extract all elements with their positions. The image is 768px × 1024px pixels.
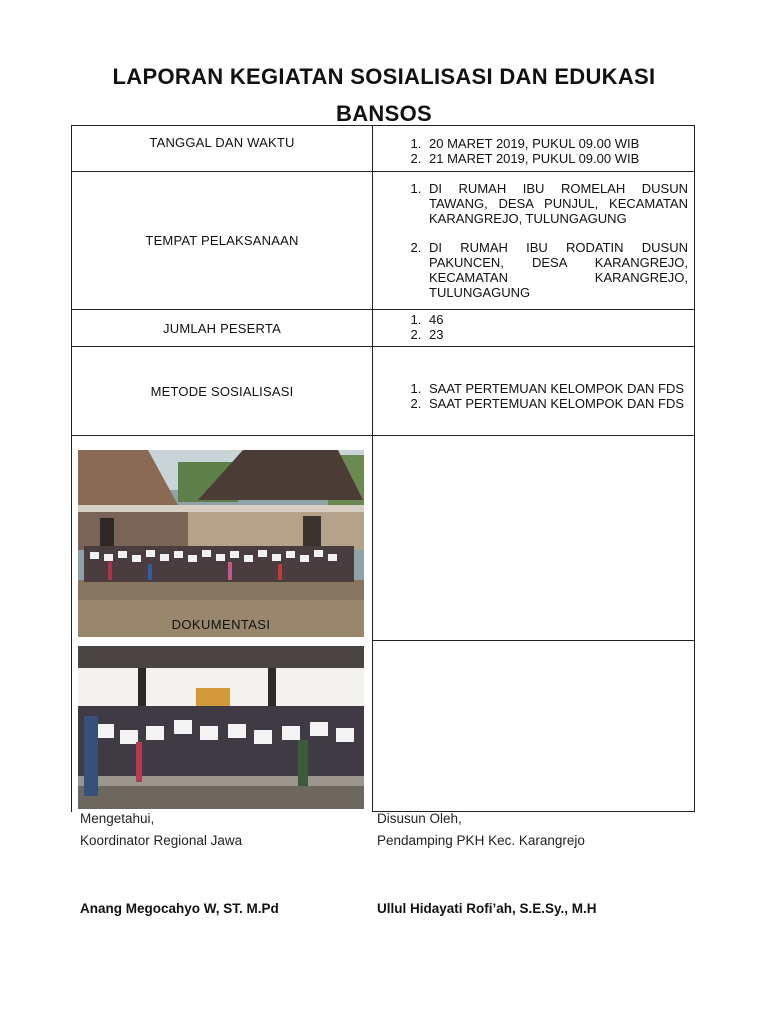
value-metode [373, 347, 695, 436]
label-metode: METODE SOSIALISASI [72, 347, 373, 436]
documentation-label: DOKUMENTASI [171, 617, 271, 632]
row-tempat [72, 172, 695, 310]
photo-2 [78, 646, 364, 809]
list-item: 1. 46 [425, 312, 688, 327]
photo-1-image [78, 450, 364, 637]
label-tempat: TEMPAT PELAKSANAAN [72, 172, 373, 310]
docs-cell [72, 436, 373, 812]
title-line-1: LAPORAN KEGIATAN SOSIALISASI DAN EDUKASI [112, 64, 656, 89]
row-jumlah [72, 310, 695, 347]
list-item: 1. SAAT PERTEMUAN KELOMPOK DAN FDS [425, 381, 688, 396]
list-item: 2. 21 MARET 2019, PUKUL 09.00 WIB [425, 151, 688, 166]
right-signature-block [377, 808, 585, 852]
label-jumlah: JUMLAH PESERTA [72, 310, 373, 347]
tempat-list [377, 181, 688, 300]
row-dokumentasi [72, 436, 695, 812]
label-tanggal: TANGGAL DAN WAKTU [72, 126, 373, 172]
left-signature-block [80, 808, 242, 852]
value-jumlah [373, 310, 695, 347]
row-metode [72, 347, 695, 436]
cell-divider [373, 640, 694, 641]
list-item: 2. DI RUMAH IBU RODATIN DUSUN PAKUNCEN, DESA KARANGREJO, KECAMATAN KARANGREJO, TULUNGAGUNG [425, 240, 688, 300]
list-item: 2. SAAT PERTEMUAN KELOMPOK DAN FDS [425, 396, 688, 411]
list-item: 1. DI RUMAH IBU ROMELAH DUSUN TAWANG, DESA PUNJUL, KECAMATAN KARANGREJO, TULUNGAGUNG [425, 181, 688, 226]
jumlah-list [377, 312, 688, 342]
right-signer-name: Ullul Hidayati Rofi’ah, S.E.Sy., M.H [377, 901, 597, 916]
list-item: 2. 23 [425, 327, 688, 342]
photo-2-image [78, 646, 364, 809]
left-sign-line-1: Mengetahui, [80, 811, 155, 826]
title-line-2: BANSOS [336, 101, 432, 126]
value-tempat [373, 172, 695, 310]
tanggal-list [377, 136, 688, 166]
left-signer-name: Anang Megocahyo W, ST. M.Pd [80, 901, 279, 916]
left-sign-line-2: Koordinator Regional Jawa [80, 833, 243, 848]
list-item: 1. 20 MARET 2019, PUKUL 09.00 WIB [425, 136, 688, 151]
value-tanggal [373, 126, 695, 172]
right-sign-line-1: Disusun Oleh, [377, 811, 462, 826]
report-table [71, 125, 695, 812]
report-title [60, 58, 708, 132]
metode-list [377, 381, 688, 411]
right-sign-line-2: Pendamping PKH Kec. Karangrejo [377, 833, 585, 848]
photo-1 [78, 450, 364, 637]
row-tanggal [72, 126, 695, 172]
empty-docs-cell [373, 436, 695, 812]
